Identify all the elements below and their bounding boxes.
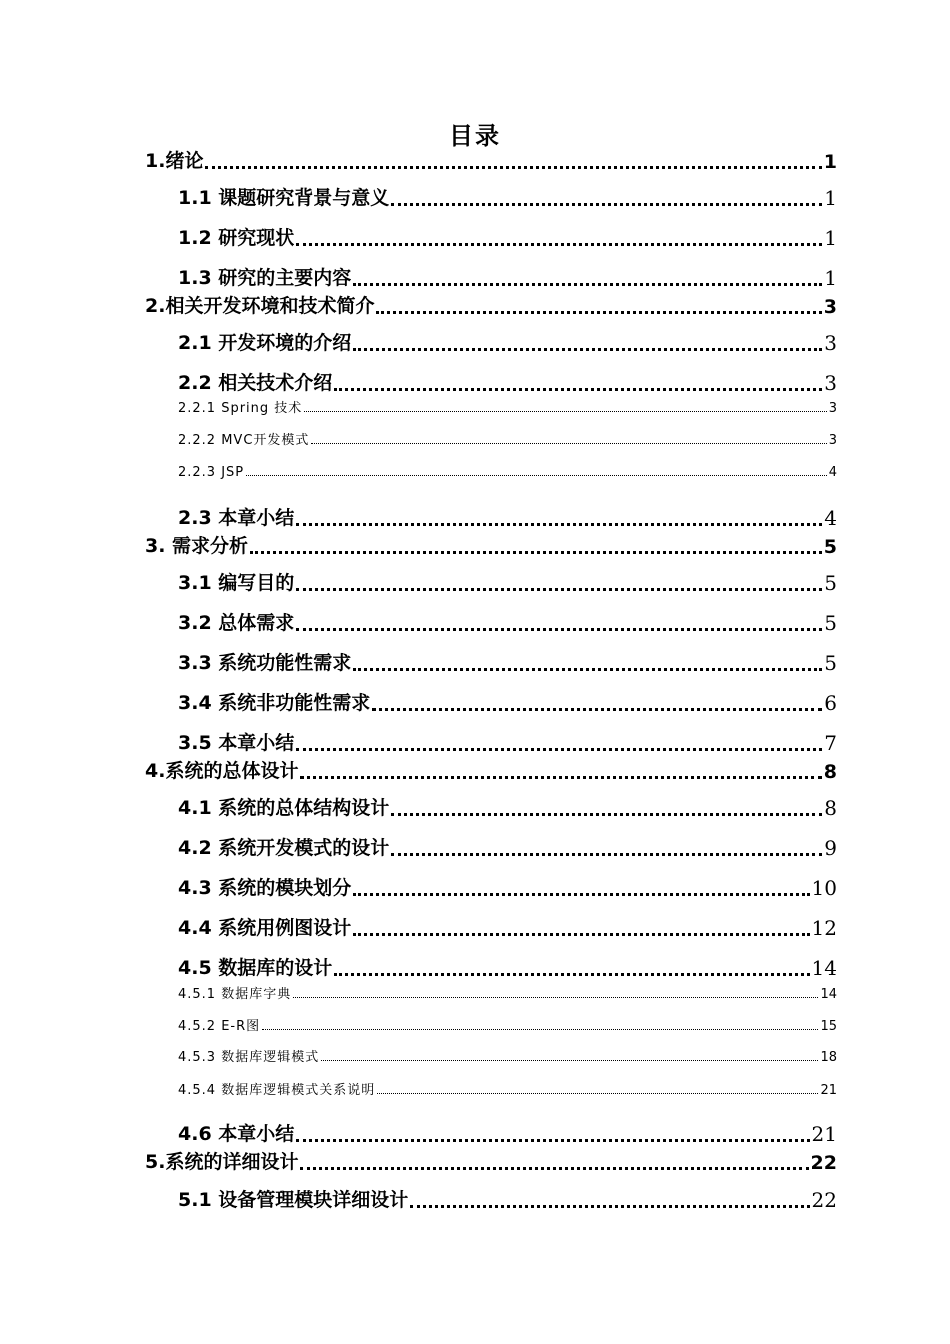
toc-entry-page-number: 5: [824, 571, 837, 595]
dot-leader: [334, 388, 822, 391]
toc-entry-label: 3.2 总体需求: [178, 612, 295, 634]
dot-leader: [353, 348, 822, 351]
toc-entry-label: 4.6 本章小结: [178, 1123, 295, 1145]
toc-entry-level2[interactable]: [178, 834, 837, 860]
toc-entry-page-number: 21: [820, 1083, 837, 1098]
dot-leader: [300, 1167, 808, 1170]
toc-entry-level2[interactable]: [178, 1120, 837, 1146]
toc-entry-page-number: 14: [811, 956, 837, 980]
dot-leader: [246, 475, 827, 476]
toc-entry-level3[interactable]: [178, 398, 837, 416]
toc-entry-page-number: 1: [824, 226, 837, 250]
dot-leader: [250, 551, 822, 554]
toc-entry-page-number: 12: [811, 916, 837, 940]
toc-entry-level2[interactable]: [178, 689, 837, 715]
dot-leader: [296, 243, 822, 246]
toc-entry-page-number: 8: [823, 761, 837, 783]
toc-entry-label: 2.相关开发环境和技术简介: [145, 295, 375, 317]
toc-entry-level3[interactable]: [178, 1080, 837, 1098]
toc-entry-label: 4.5.4 数据库逻辑模式关系说明: [178, 1083, 376, 1098]
toc-entry-label: 4.5.1 数据库字典: [178, 987, 292, 1002]
toc-entry-level2[interactable]: [178, 794, 837, 820]
dot-leader: [376, 311, 821, 314]
toc-entry-label: 1.2 研究现状: [178, 227, 295, 249]
toc-entry-level2[interactable]: [178, 729, 837, 755]
toc-entry-page-number: 9: [824, 836, 837, 860]
dot-leader: [353, 933, 809, 936]
toc-entry-level3[interactable]: [178, 462, 837, 480]
toc-entry-level1[interactable]: [145, 534, 837, 558]
toc-entry-label: 3.1 编写目的: [178, 572, 295, 594]
toc-entry-page-number: 10: [811, 876, 837, 900]
toc-entry-level2[interactable]: [178, 569, 837, 595]
toc-entry-page-number: 4: [824, 506, 837, 530]
dot-leader: [377, 1093, 818, 1094]
dot-leader: [205, 166, 821, 169]
toc-entry-page-number: 1: [823, 151, 837, 173]
dot-leader: [296, 588, 822, 591]
toc-entry-label: 5.系统的详细设计: [145, 1151, 299, 1173]
dot-leader: [321, 1060, 818, 1061]
toc-entry-label: 4.5.3 数据库逻辑模式: [178, 1050, 320, 1065]
toc-entry-label: 2.1 开发环境的介绍: [178, 332, 352, 354]
dot-leader: [353, 668, 822, 671]
toc-entry-level2[interactable]: [178, 609, 837, 635]
toc-entry-level1[interactable]: [145, 149, 837, 173]
toc-entry-label: 4.5 数据库的设计: [178, 957, 333, 979]
toc-entry-level3[interactable]: [178, 1016, 837, 1034]
toc-entry-page-number: 22: [811, 1188, 837, 1212]
toc-entry-level2[interactable]: [178, 184, 837, 210]
toc-entry-page-number: 3: [828, 401, 837, 416]
toc-entry-label: 4.系统的总体设计: [145, 760, 299, 782]
toc-entry-label: 4.5.2 E-R图: [178, 1019, 261, 1034]
toc-entry-page-number: 18: [820, 1050, 837, 1065]
toc-entry-page-number: 22: [810, 1152, 837, 1174]
toc-entry-level2[interactable]: [178, 914, 837, 940]
dot-leader: [262, 1029, 818, 1030]
toc-entry-level1[interactable]: [145, 294, 837, 318]
toc-entry-label: 3.4 系统非功能性需求: [178, 692, 371, 714]
dot-leader: [353, 283, 822, 286]
toc-entry-level2[interactable]: [178, 1186, 837, 1212]
toc-entry-label: 1.3 研究的主要内容: [178, 267, 352, 289]
dot-leader: [296, 1139, 809, 1142]
toc-entry-page-number: 1: [824, 266, 837, 290]
dot-leader: [311, 443, 826, 444]
toc-entry-level2[interactable]: [178, 874, 837, 900]
toc-entry-level1[interactable]: [145, 759, 837, 783]
dot-leader: [410, 1205, 809, 1208]
toc-entry-level2[interactable]: [178, 264, 837, 290]
dot-leader: [334, 973, 809, 976]
toc-entry-page-number: 4: [828, 465, 837, 480]
dot-leader: [372, 708, 822, 711]
toc-entry-level2[interactable]: [178, 224, 837, 250]
toc-entry-page-number: 15: [820, 1019, 837, 1034]
toc-entry-level2[interactable]: [178, 329, 837, 355]
toc-entry-page-number: 5: [824, 651, 837, 675]
toc-entry-label: 3.3 系统功能性需求: [178, 652, 352, 674]
toc-entry-page-number: 21: [811, 1122, 837, 1146]
toc-entry-page-number: 3: [828, 433, 837, 448]
dot-leader: [391, 813, 822, 816]
toc-entry-label: 2.2.1 Spring 技术: [178, 401, 303, 416]
toc-entry-label: 2.3 本章小结: [178, 507, 295, 529]
dot-leader: [300, 776, 821, 779]
toc-entry-label: 1.绪论: [145, 150, 204, 172]
dot-leader: [304, 411, 826, 412]
toc-entry-level2[interactable]: [178, 504, 837, 530]
toc-entry-label: 4.3 系统的模块划分: [178, 877, 352, 899]
dot-leader: [296, 628, 822, 631]
toc-entry-label: 5.1 设备管理模块详细设计: [178, 1189, 409, 1211]
toc-entry-level2[interactable]: [178, 369, 837, 395]
toc-entry-label: 3.5 本章小结: [178, 732, 295, 754]
toc-entry-page-number: 6: [824, 691, 837, 715]
dot-leader: [391, 853, 822, 856]
toc-entry-label: 2.2.2 MVC开发模式: [178, 433, 310, 448]
toc-entry-level3[interactable]: [178, 430, 837, 448]
dot-leader: [296, 748, 822, 751]
toc-entry-level1[interactable]: [145, 1150, 837, 1174]
toc-entry-level3[interactable]: [178, 984, 837, 1002]
toc-entry-page-number: 3: [824, 331, 837, 355]
toc-entry-page-number: 5: [823, 536, 837, 558]
toc-entry-label: 2.2 相关技术介绍: [178, 372, 333, 394]
toc-entry-page-number: 7: [824, 731, 837, 755]
toc-entry-page-number: 3: [824, 371, 837, 395]
toc-entry-label: 4.1 系统的总体结构设计: [178, 797, 390, 819]
dot-leader: [391, 203, 822, 206]
toc-entry-label: 1.1 课题研究背景与意义: [178, 187, 390, 209]
toc-entry-label: 3. 需求分析: [145, 535, 249, 557]
toc-title: 目录: [449, 122, 501, 150]
toc-entry-label: 2.2.3 JSP: [178, 465, 245, 480]
toc-entry-page-number: 5: [824, 611, 837, 635]
toc-entry-page-number: 3: [823, 296, 837, 318]
toc-entry-level3[interactable]: [178, 1047, 837, 1065]
toc-entry-level2[interactable]: [178, 954, 837, 980]
dot-leader: [296, 523, 822, 526]
dot-leader: [293, 997, 818, 998]
toc-entry-page-number: 14: [820, 987, 837, 1002]
toc-entry-label: 4.4 系统用例图设计: [178, 917, 352, 939]
toc-entry-label: 4.2 系统开发模式的设计: [178, 837, 390, 859]
toc-entry-page-number: 8: [824, 796, 837, 820]
dot-leader: [353, 893, 809, 896]
toc-entry-page-number: 1: [824, 186, 837, 210]
toc-entry-level2[interactable]: [178, 649, 837, 675]
